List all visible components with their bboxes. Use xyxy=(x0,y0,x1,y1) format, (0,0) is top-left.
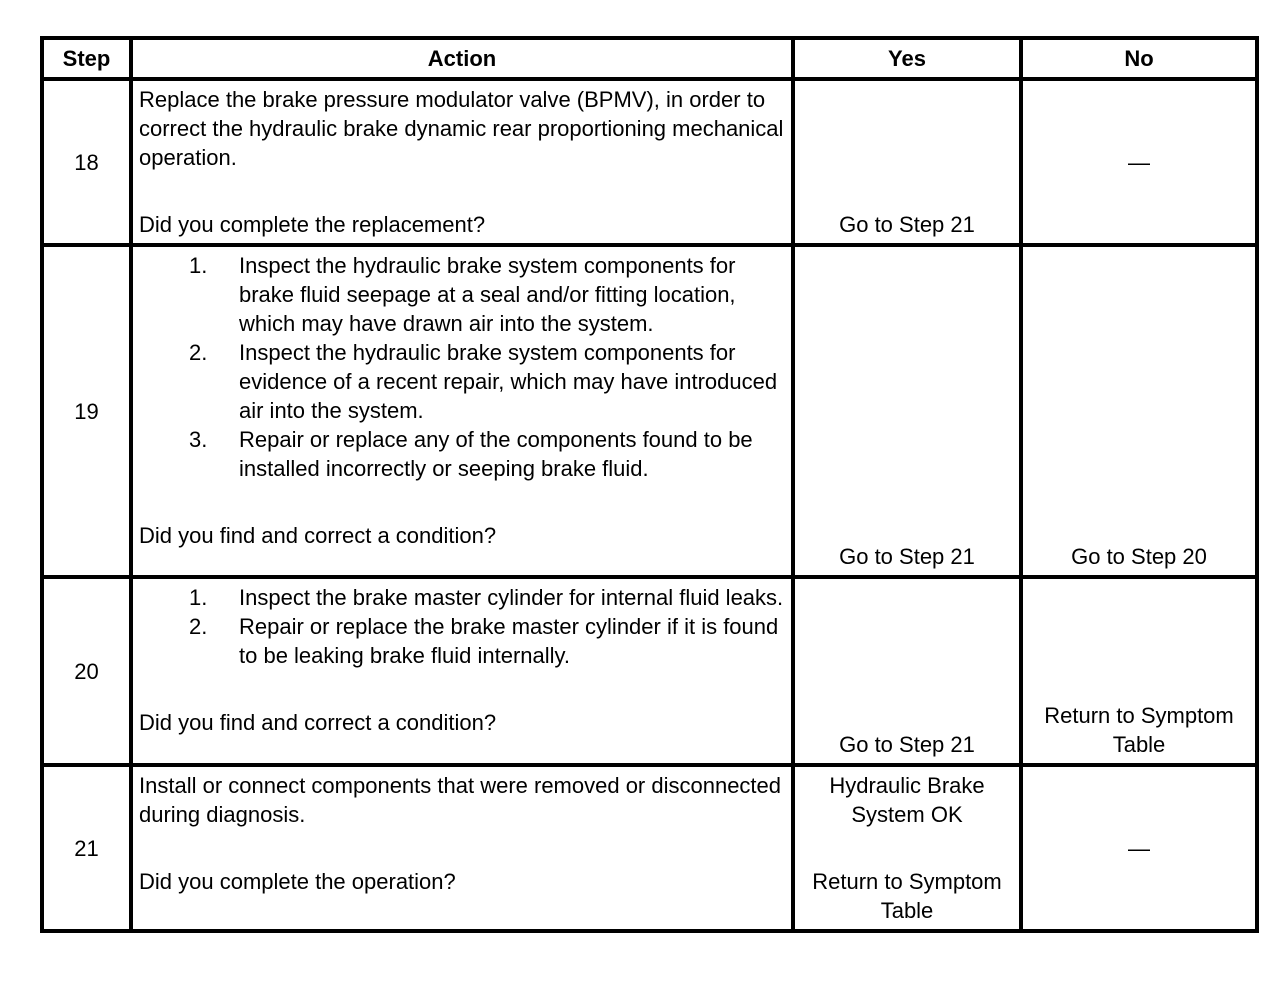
action-question: Did you complete the operation? xyxy=(139,869,456,894)
step-number: 21 xyxy=(42,765,131,931)
list-item-number: 1. xyxy=(189,585,208,610)
list-item xyxy=(139,251,787,338)
action-question: Did you complete the replacement? xyxy=(139,212,486,237)
yes-cell: Go to Step 21 xyxy=(793,79,1021,245)
list-item-text: Inspect the brake master cylinder for internal fluid leaks. xyxy=(239,585,784,610)
yes-cell xyxy=(793,765,1021,931)
yes-cell: Go to Step 21 xyxy=(793,577,1021,765)
list-item-text: Inspect the hydraulic brake system components for brake fluid seepage at a seal and/or fitting location, which may have drawn air into the system. xyxy=(239,253,736,336)
action-question: Did you find and correct a condition? xyxy=(139,523,497,548)
header-row xyxy=(42,38,1257,79)
list-item-number: 2. xyxy=(189,340,208,365)
step-number: 20 xyxy=(42,577,131,765)
list-item-number: 1. xyxy=(189,253,208,278)
step-number: 18 xyxy=(42,79,131,245)
no-cell: Go to Step 20 xyxy=(1021,245,1257,577)
action-text: Install or connect components that were removed or disconnected during diagnosis. xyxy=(139,773,782,827)
header-no: No xyxy=(1021,38,1257,79)
action-cell xyxy=(131,765,793,931)
yes-result-ok: Hydraulic Brake System OK xyxy=(829,773,985,827)
table-row-step-20 xyxy=(42,577,1257,765)
table-row-step-19 xyxy=(42,245,1257,577)
action-question: Did you find and correct a condition? xyxy=(139,710,497,735)
yes-cell: Go to Step 21 xyxy=(793,245,1021,577)
header-step: Step xyxy=(42,38,131,79)
yes-result-return: Return to Symptom Table xyxy=(812,869,1002,923)
action-list xyxy=(139,251,787,483)
diagnostic-table xyxy=(40,36,1259,933)
action-cell xyxy=(131,577,793,765)
list-item-text: Inspect the hydraulic brake system components for evidence of a recent repair, which may have introduced air into the system. xyxy=(239,340,778,423)
header-action: Action xyxy=(131,38,793,79)
table-row-step-21 xyxy=(42,765,1257,931)
list-item xyxy=(139,612,787,670)
list-item xyxy=(139,583,787,612)
list-item-number: 2. xyxy=(189,614,208,639)
list-item-text: Repair or replace any of the components found to be installed incorrectly or seeping brake fluid. xyxy=(239,427,753,481)
table-row-step-18 xyxy=(42,79,1257,245)
no-cell: Return to Symptom Table xyxy=(1021,577,1257,765)
no-cell: — xyxy=(1021,79,1257,245)
list-item-text: Repair or replace the brake master cylinder if it is found to be leaking brake fluid internally. xyxy=(239,614,779,668)
no-cell: — xyxy=(1021,765,1257,931)
list-item-number: 3. xyxy=(189,427,208,452)
action-list xyxy=(139,583,787,670)
action-cell xyxy=(131,245,793,577)
list-item xyxy=(139,338,787,425)
step-number: 19 xyxy=(42,245,131,577)
action-cell xyxy=(131,79,793,245)
list-item xyxy=(139,425,787,483)
action-text: Replace the brake pressure modulator valve (BPMV), in order to correct the hydraulic brake dynamic rear proportioning mechanical operation. xyxy=(139,87,784,170)
header-yes: Yes xyxy=(793,38,1021,79)
